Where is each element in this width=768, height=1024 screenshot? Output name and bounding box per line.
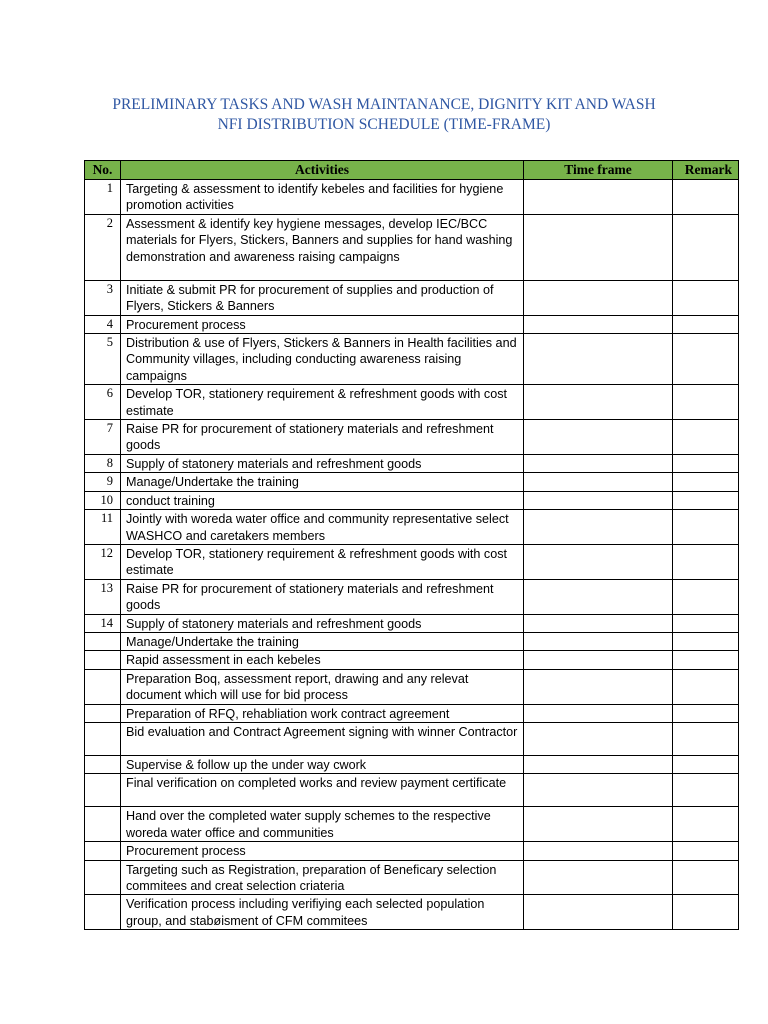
header-remark: Remark — [673, 161, 739, 180]
row-time-frame-cell — [524, 385, 673, 420]
table-row — [85, 722, 739, 755]
row-remark-cell — [673, 454, 739, 472]
row-remark-cell — [673, 510, 739, 545]
row-time-frame-cell — [524, 860, 673, 895]
row-remark-cell — [673, 722, 739, 755]
row-activity: Raise PR for procurement of stationery materials and refreshment goods — [121, 579, 524, 614]
row-time-frame-cell — [524, 420, 673, 455]
row-number — [85, 807, 121, 842]
table-row — [85, 454, 739, 472]
row-activity: Procurement process — [121, 315, 524, 333]
row-remark-cell — [673, 473, 739, 491]
row-remark-cell — [673, 807, 739, 842]
row-remark-cell — [673, 544, 739, 579]
table-row — [85, 334, 739, 385]
row-time-frame-cell — [524, 280, 673, 315]
row-activity: Bid evaluation and Contract Agreement signing with winner Contractor — [121, 722, 524, 755]
row-number: 10 — [85, 491, 121, 509]
row-activity: Targeting such as Registration, preparation of Beneficary selection commitees and creat selection criateria — [121, 860, 524, 895]
table-row — [85, 579, 739, 614]
row-remark-cell — [673, 651, 739, 669]
table-row — [85, 614, 739, 632]
row-activity: Manage/Undertake the training — [121, 632, 524, 650]
row-activity: Develop TOR, stationery requirement & refreshment goods with cost estimate — [121, 385, 524, 420]
table-row — [85, 755, 739, 773]
row-time-frame-cell — [524, 807, 673, 842]
table-row — [85, 385, 739, 420]
row-activity: Manage/Undertake the training — [121, 473, 524, 491]
row-number — [85, 860, 121, 895]
table-row — [85, 895, 739, 930]
row-remark-cell — [673, 214, 739, 280]
row-number — [85, 895, 121, 930]
schedule-rows — [85, 180, 739, 930]
row-remark-cell — [673, 895, 739, 930]
table-row — [85, 632, 739, 650]
table-row — [85, 491, 739, 509]
row-time-frame-cell — [524, 510, 673, 545]
header-time-frame: Time frame — [524, 161, 673, 180]
row-time-frame-cell — [524, 842, 673, 860]
row-remark-cell — [673, 614, 739, 632]
row-time-frame-cell — [524, 579, 673, 614]
row-number — [85, 651, 121, 669]
row-remark-cell — [673, 755, 739, 773]
row-number: 3 — [85, 280, 121, 315]
row-number — [85, 669, 121, 704]
row-number: 13 — [85, 579, 121, 614]
row-activity: Preparation of RFQ, rehabliation work contract agreement — [121, 704, 524, 722]
row-time-frame-cell — [524, 454, 673, 472]
row-activity: Preparation Boq, assessment report, drawing and any relevat document which will use for bid process — [121, 669, 524, 704]
row-remark-cell — [673, 280, 739, 315]
table-row — [85, 510, 739, 545]
row-remark-cell — [673, 860, 739, 895]
row-time-frame-cell — [524, 704, 673, 722]
row-number: 6 — [85, 385, 121, 420]
row-activity: Final verification on completed works and review payment certificate — [121, 774, 524, 807]
row-number — [85, 722, 121, 755]
row-number — [85, 842, 121, 860]
row-activity: Procurement process — [121, 842, 524, 860]
row-number: 2 — [85, 214, 121, 280]
row-activity: Targeting & assessment to identify kebeles and facilities for hygiene promotion activities — [121, 180, 524, 215]
header-no: No. — [85, 161, 121, 180]
row-number: 1 — [85, 180, 121, 215]
row-activity: Initiate & submit PR for procurement of supplies and production of Flyers, Stickers & Banners — [121, 280, 524, 315]
table-row — [85, 774, 739, 807]
row-time-frame-cell — [524, 895, 673, 930]
table-row — [85, 860, 739, 895]
row-remark-cell — [673, 315, 739, 333]
row-remark-cell — [673, 491, 739, 509]
row-number — [85, 774, 121, 807]
row-time-frame-cell — [524, 651, 673, 669]
table-row — [85, 807, 739, 842]
row-remark-cell — [673, 385, 739, 420]
row-number: 12 — [85, 544, 121, 579]
table-row — [85, 544, 739, 579]
table-row — [85, 214, 739, 280]
row-time-frame-cell — [524, 614, 673, 632]
row-activity: Supply of statonery materials and refreshment goods — [121, 454, 524, 472]
row-number: 7 — [85, 420, 121, 455]
row-time-frame-cell — [524, 774, 673, 807]
row-activity: conduct training — [121, 491, 524, 509]
row-remark-cell — [673, 774, 739, 807]
row-activity: Jointly with woreda water office and community representative select WASHCO and caretakers members — [121, 510, 524, 545]
table-row — [85, 651, 739, 669]
row-time-frame-cell — [524, 755, 673, 773]
title-line-1: PRELIMINARY TASKS AND WASH MAINTANANCE, DIGNITY KIT AND WASH — [112, 96, 656, 113]
row-remark-cell — [673, 180, 739, 215]
row-remark-cell — [673, 842, 739, 860]
row-number: 5 — [85, 334, 121, 385]
table-row — [85, 842, 739, 860]
row-activity: Rapid assessment in each kebeles — [121, 651, 524, 669]
schedule-table — [84, 160, 739, 930]
row-number: 9 — [85, 473, 121, 491]
row-number: 8 — [85, 454, 121, 472]
row-activity: Raise PR for procurement of stationery materials and refreshment goods — [121, 420, 524, 455]
row-remark-cell — [673, 704, 739, 722]
table-row — [85, 315, 739, 333]
row-remark-cell — [673, 632, 739, 650]
row-number — [85, 632, 121, 650]
row-number — [85, 755, 121, 773]
row-activity: Supervise & follow up the under way cwork — [121, 755, 524, 773]
row-time-frame-cell — [524, 544, 673, 579]
row-time-frame-cell — [524, 214, 673, 280]
table-row — [85, 420, 739, 455]
document-title — [60, 95, 708, 135]
table-row — [85, 473, 739, 491]
row-remark-cell — [673, 669, 739, 704]
row-time-frame-cell — [524, 334, 673, 385]
row-number: 4 — [85, 315, 121, 333]
row-activity: Hand over the completed water supply schemes to the respective woreda water office and communities — [121, 807, 524, 842]
table-row — [85, 180, 739, 215]
row-time-frame-cell — [524, 632, 673, 650]
row-remark-cell — [673, 420, 739, 455]
row-activity: Assessment & identify key hygiene messages, develop IEC/BCC materials for Flyers, Stickers, Banners and supplies for hand washing demonstration and awareness raising campaigns — [121, 214, 524, 280]
header-activities: Activities — [121, 161, 524, 180]
row-number: 14 — [85, 614, 121, 632]
title-line-2: NFI DISTRIBUTION SCHEDULE (TIME-FRAME) — [217, 116, 551, 133]
row-activity: Distribution & use of Flyers, Stickers & Banners in Health facilities and Community villages, including conducting awareness raising campaigns — [121, 334, 524, 385]
row-activity: Verification process including verifiying each selected population group, and stabøisment of CFM commitees — [121, 895, 524, 930]
row-number: 11 — [85, 510, 121, 545]
row-time-frame-cell — [524, 473, 673, 491]
row-time-frame-cell — [524, 491, 673, 509]
row-remark-cell — [673, 579, 739, 614]
row-time-frame-cell — [524, 315, 673, 333]
row-time-frame-cell — [524, 669, 673, 704]
table-row — [85, 280, 739, 315]
row-activity: Supply of statonery materials and refreshment goods — [121, 614, 524, 632]
row-time-frame-cell — [524, 722, 673, 755]
row-time-frame-cell — [524, 180, 673, 215]
row-activity: Develop TOR, stationery requirement & refreshment goods with cost estimate — [121, 544, 524, 579]
row-remark-cell — [673, 334, 739, 385]
row-number — [85, 704, 121, 722]
table-row — [85, 704, 739, 722]
header-row — [85, 161, 739, 180]
table-row — [85, 669, 739, 704]
